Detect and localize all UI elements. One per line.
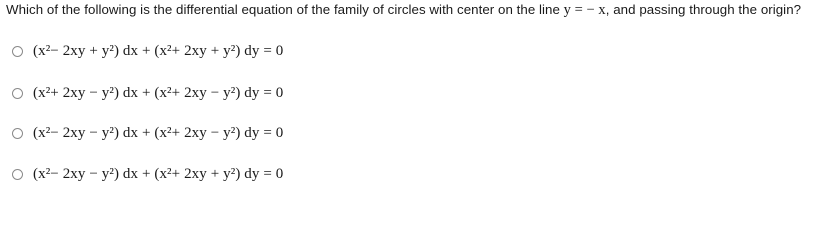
radio-button-2[interactable]	[12, 88, 23, 99]
option-3-equation: (x²− 2xy − y²) dx + (x²+ 2xy − y²) dy = 0	[33, 124, 284, 141]
question-prompt-end: , and passing through the origin?	[605, 2, 802, 17]
radio-button-1[interactable]	[12, 46, 23, 57]
radio-button-4[interactable]	[12, 169, 23, 180]
answer-option-2[interactable]	[12, 82, 283, 104]
option-2-equation: (x²+ 2xy − y²) dx + (x²+ 2xy − y²) dy = 0	[33, 84, 284, 101]
answer-option-1[interactable]	[12, 40, 283, 62]
question-text	[6, 2, 801, 19]
option-4-equation: (x²− 2xy − y²) dx + (x²+ 2xy + y²) dy = 0	[33, 165, 284, 182]
radio-button-3[interactable]	[12, 128, 23, 139]
answer-option-3[interactable]	[12, 122, 283, 144]
option-1-equation: (x²− 2xy + y²) dx + (x²+ 2xy + y²) dy = 0	[33, 42, 284, 59]
answer-option-4[interactable]	[12, 163, 283, 185]
line-equation: y = − x	[563, 2, 606, 18]
question-prompt: Which of the following is the differential equation of the family of circles with center on the line	[6, 2, 564, 17]
